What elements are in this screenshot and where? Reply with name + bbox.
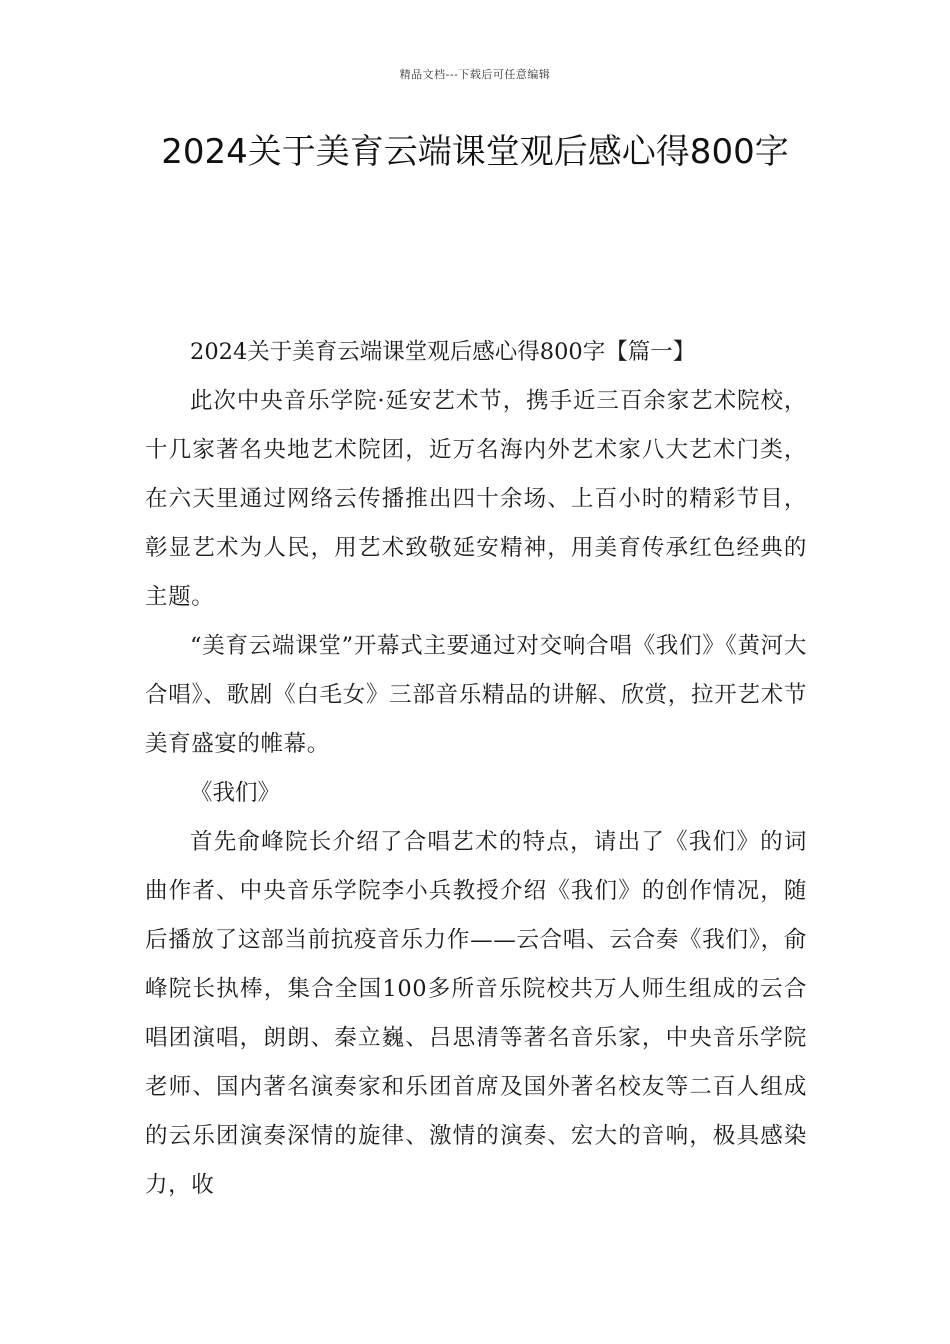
- document-title: 2024关于美育云端课堂观后感心得800字: [161, 132, 789, 172]
- body-paragraph: “美育云端课堂”开幕式主要通过对交响合唱《我们》《黄河大合唱》、歌剧《白毛女》三部音乐精品的讲解、欣赏，拉开艺术节美育盛宴的帷幕。: [145, 633, 807, 757]
- section-heading: 《我们》: [190, 780, 281, 806]
- page-header: 精品文档---下载后可任意编辑: [399, 68, 551, 81]
- document-body: [145, 328, 807, 1210]
- body-paragraph: 此次中央音乐学院·延安艺术节，携手近三百余家艺术院校，十几家著名央地艺术院团，近万名海内外艺术家八大艺术门类，在六天里通过网络云传播推出四十余场、上百小时的精彩节目，彰显艺术为人民，用艺术致敬延安精神，用美育传承红色经典的主题。: [145, 388, 807, 610]
- body-paragraph: 首先俞峰院长介绍了合唱艺术的特点，请出了《我们》的词曲作者、中央音乐学院李小兵教授介绍《我们》的创作情况，随后播放了这部当前抗疫音乐力作——云合唱、云合奏《我们》，俞峰院长执棒，集合全国100多所音乐院校共万人师生组成的云合唱团演唱，朗朗、秦立巍、吕思清等著名音乐家，中央音乐学院老师、国内著名演奏家和乐团首席及国外著名校友等二百人组成的云乐团演奏深情的旋律、激情的演奏、宏大的音响，极具感染力，收: [145, 829, 807, 1198]
- section-heading: 2024关于美育云端课堂观后感心得800字【篇一】: [190, 339, 696, 365]
